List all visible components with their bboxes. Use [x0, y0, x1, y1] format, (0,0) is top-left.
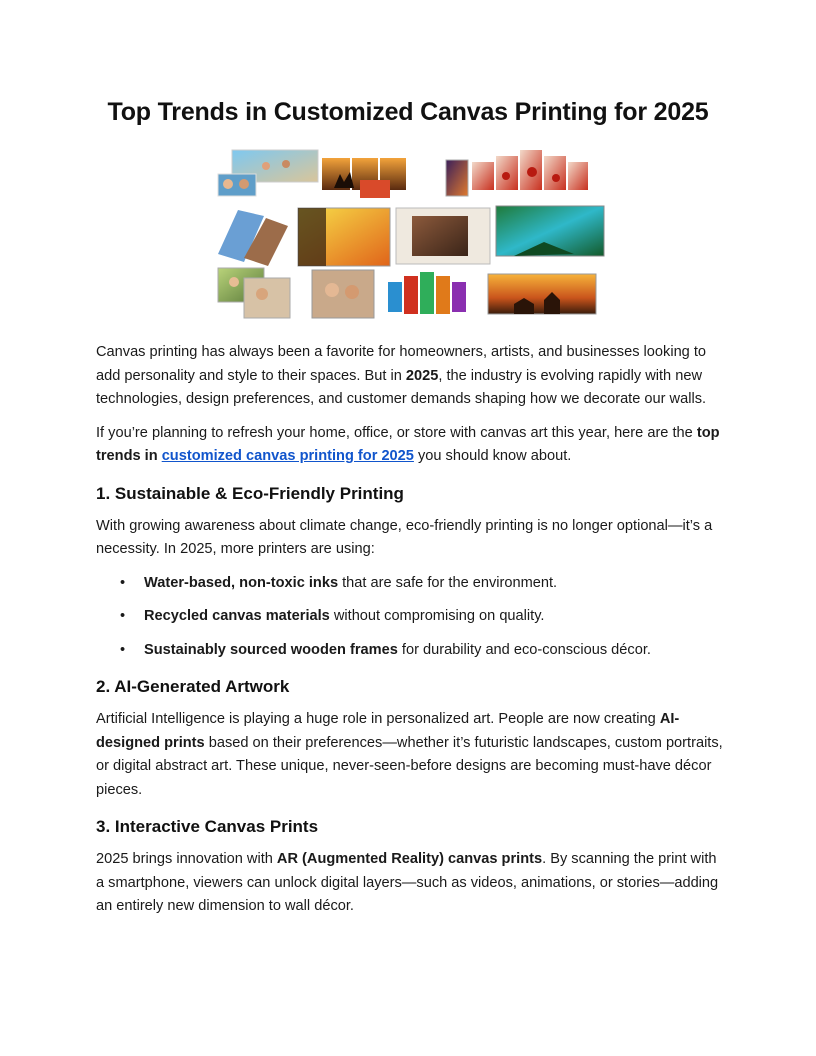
section-1-heading: 1. Sustainable & Eco-Friendly Printing — [96, 483, 404, 503]
bullet-3-bold: Sustainably sourced wooden frames — [144, 641, 398, 658]
section-3-text-b: . By scanning the print with a smartphone, viewers can unlock digital layers—such as videos, animations, or stories—adding an entirely new dimension to wall décor. — [96, 851, 719, 914]
page-title: Top Trends in Customized Canvas Printing for 2025 — [107, 98, 709, 126]
bullet-2-text: without compromising on quality. — [329, 608, 545, 624]
list-item — [120, 605, 724, 629]
section-2-text — [96, 708, 724, 802]
section-1-bullet-list — [96, 572, 724, 663]
customized-canvas-printing-link[interactable]: customized canvas printing for 2025 — [161, 448, 414, 464]
section-3-bold: AR (Augmented Reality) canvas prints — [276, 851, 543, 867]
section-2-text-a: Artificial Intelligence is playing a huge role in personalized art. People are now creating — [96, 711, 660, 727]
section-3-heading: 3. Interactive Canvas Prints — [96, 817, 319, 836]
bullet-1-bold: Water-based, non-toxic inks — [144, 574, 339, 591]
intro-paragraph-2 — [96, 422, 724, 469]
bullet-2-bold: Recycled canvas materials — [144, 608, 330, 624]
bullet-3-text: for durability and eco-conscious décor. — [397, 641, 651, 658]
section-2-text-b: based on their preferences—whether it’s futuristic landscapes, custom portraits, or digital abstract art. These unique, never-seen-before designs are becoming must-have décor pieces. — [96, 734, 723, 798]
section-1-text: With growing awareness about climate change, eco-friendly printing is no longer optional—it’s a necessity. In 2025, more printers are using: — [96, 517, 713, 557]
section-3-text — [96, 848, 724, 919]
list-item — [120, 572, 724, 596]
section-2-heading: 2. AI-Generated Artwork — [96, 677, 290, 696]
article-body — [96, 341, 724, 929]
canvas-collage-image — [214, 146, 606, 324]
intro-2-text-a: If you’re planning to refresh your home, office, or store with canvas art this year, here are the — [96, 424, 697, 441]
bullet-1-text: that are safe for the environment. — [338, 574, 558, 591]
intro-1-bold-year: 2025 — [405, 367, 439, 384]
list-item — [120, 639, 724, 663]
intro-1-text-b: , the industry is evolving rapidly with new technologies, design preferences, and customer demands shaping how we decorate our walls. — [96, 367, 707, 407]
section-2-bold: AI-designed prints — [96, 711, 680, 751]
intro-paragraph-1 — [96, 341, 724, 412]
section-3-text-a: 2025 brings innovation with — [96, 851, 277, 867]
intro-2-text-b: you should know about. — [413, 448, 572, 464]
intro-2-bold: top trends in — [96, 424, 720, 464]
intro-1-text-a: Canvas printing has always been a favorite for homeowners, artists, and businesses looking to add personality and style to their spaces. But in — [96, 344, 707, 384]
